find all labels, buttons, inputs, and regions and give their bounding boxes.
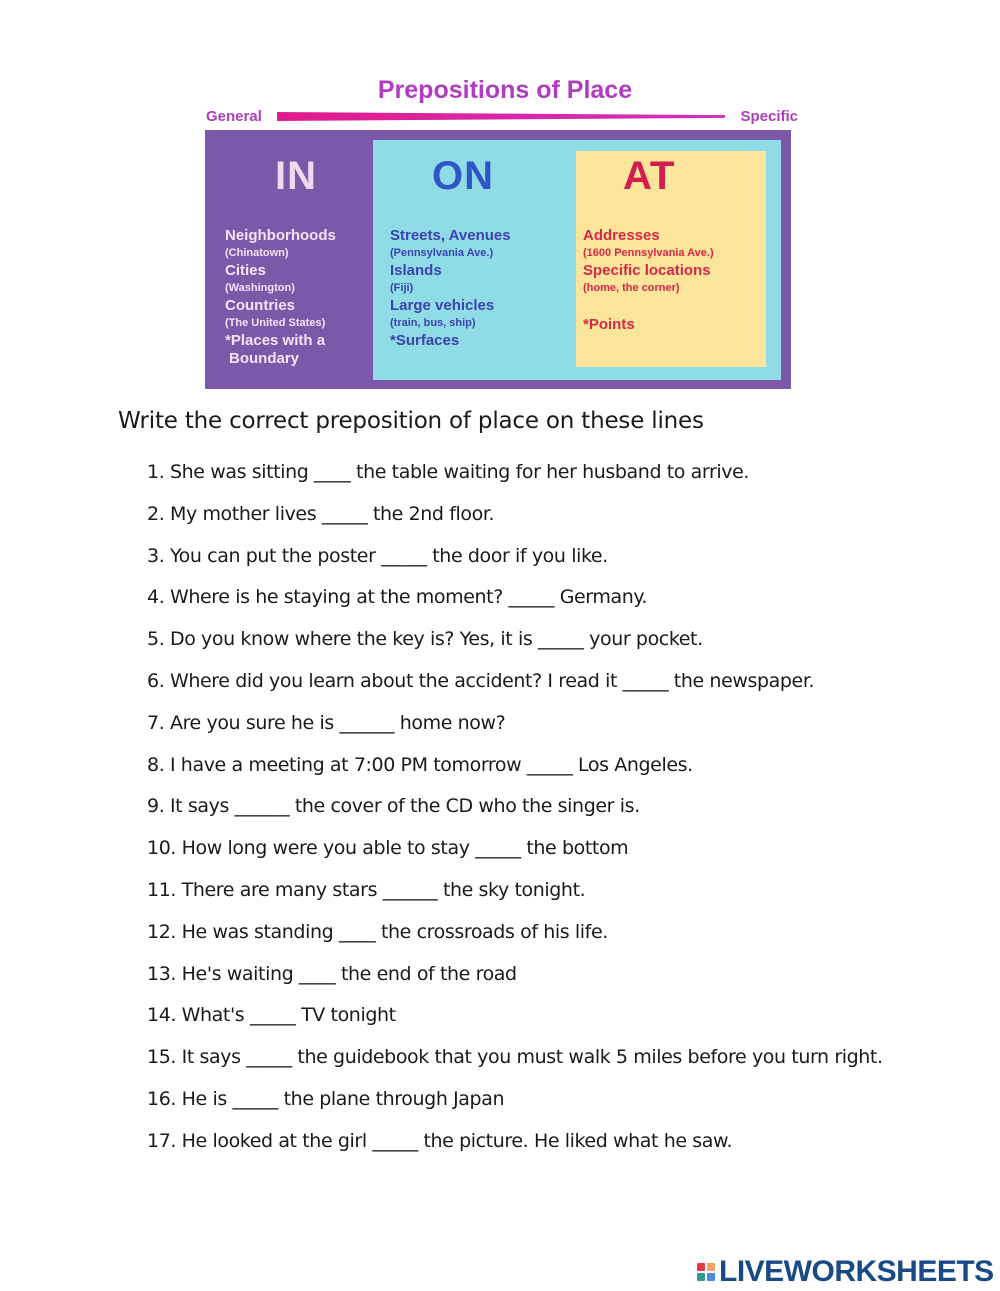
on-category: *Surfaces — [390, 332, 460, 349]
logo-square — [707, 1273, 715, 1281]
prepositions-infographic — [205, 72, 798, 390]
question-item: 3. You can put the poster _____ the door if you like. — [147, 544, 608, 567]
at-heading: AT — [623, 154, 676, 198]
in-category: Cities — [225, 262, 266, 279]
at-example: (1600 Pennsylvania Ave.) — [583, 247, 714, 259]
at-category: Addresses — [583, 227, 660, 244]
specific-label: Specific — [740, 108, 798, 125]
question-list — [147, 458, 883, 1169]
question-item: 15. It says _____ the guidebook that you must walk 5 miles before you turn right. — [147, 1046, 883, 1069]
in-category: *Places with a — [225, 332, 326, 349]
logo-square — [707, 1263, 715, 1271]
at-spacer — [583, 297, 714, 316]
on-example: (Fiji) — [390, 282, 414, 294]
logo-text: LIVEWORKSHEETS — [719, 1255, 994, 1288]
question-item: 2. My mother lives _____ the 2nd floor. — [147, 502, 495, 525]
question-item: 6. Where did you learn about the accident? I read it _____ the newspaper. — [147, 669, 815, 692]
at-lines — [583, 227, 714, 334]
question-item: 10. How long were you able to stay _____ the bottom — [147, 837, 629, 860]
on-example: (train, bus, ship) — [390, 317, 476, 329]
in-example: (Washington) — [225, 282, 295, 294]
logo-square — [697, 1263, 705, 1271]
liveworksheets-logo-icon — [697, 1263, 715, 1281]
on-column — [390, 154, 511, 350]
at-category: Specific locations — [583, 262, 711, 279]
in-example: (Chinatown) — [225, 247, 289, 259]
in-lines — [225, 227, 336, 368]
at-category: *Points — [583, 316, 635, 333]
question-item: 7. Are you sure he is ______ home now? — [147, 711, 506, 734]
question-item: 16. He is _____ the plane through Japan — [147, 1087, 505, 1110]
on-example: (Pennsylvania Ave.) — [390, 247, 494, 259]
on-heading: ON — [432, 154, 494, 198]
at-example: (home, the corner) — [583, 282, 680, 294]
in-column — [225, 154, 336, 368]
infographic-title: Prepositions of Place — [377, 76, 633, 104]
question-item: 5. Do you know where the key is? Yes, it is _____ your pocket. — [147, 628, 703, 651]
logo-square — [697, 1273, 705, 1281]
on-lines — [390, 227, 511, 350]
question-item: 9. It says ______ the cover of the CD who the singer is. — [147, 795, 640, 818]
in-example: (The United States) — [225, 317, 326, 329]
question-item: 4. Where is he staying at the moment? _____ Germany. — [147, 586, 648, 609]
on-category: Islands — [390, 262, 442, 279]
instruction-text: Write the correct preposition of place on these lines — [118, 408, 704, 434]
on-category: Streets, Avenues — [390, 227, 511, 244]
question-item: 1. She was sitting ____ the table waiting for her husband to arrive. — [147, 461, 750, 483]
general-label: General — [206, 108, 262, 125]
liveworksheets-logo — [697, 1255, 994, 1289]
question-item: 11. There are many stars ______ the sky tonight. — [147, 878, 586, 901]
question-item: 14. What's _____ TV tonight — [147, 1004, 396, 1027]
question-item: 12. He was standing ____ the crossroads of his life. — [147, 920, 608, 943]
at-column — [583, 154, 714, 334]
question-item: 13. He's waiting ____ the end of the road — [147, 962, 517, 985]
question-item: 17. He looked at the girl _____ the picture. He liked what he saw. — [147, 1129, 733, 1152]
on-category: Large vehicles — [390, 297, 495, 314]
in-heading: IN — [275, 154, 317, 198]
in-category: Neighborhoods — [225, 227, 336, 244]
in-category: Countries — [225, 297, 296, 314]
question-item: 8. I have a meeting at 7:00 PM tomorrow _____ Los Angeles. — [147, 753, 693, 776]
in-category: Boundary — [229, 350, 300, 367]
general-specific-bar — [277, 112, 725, 121]
